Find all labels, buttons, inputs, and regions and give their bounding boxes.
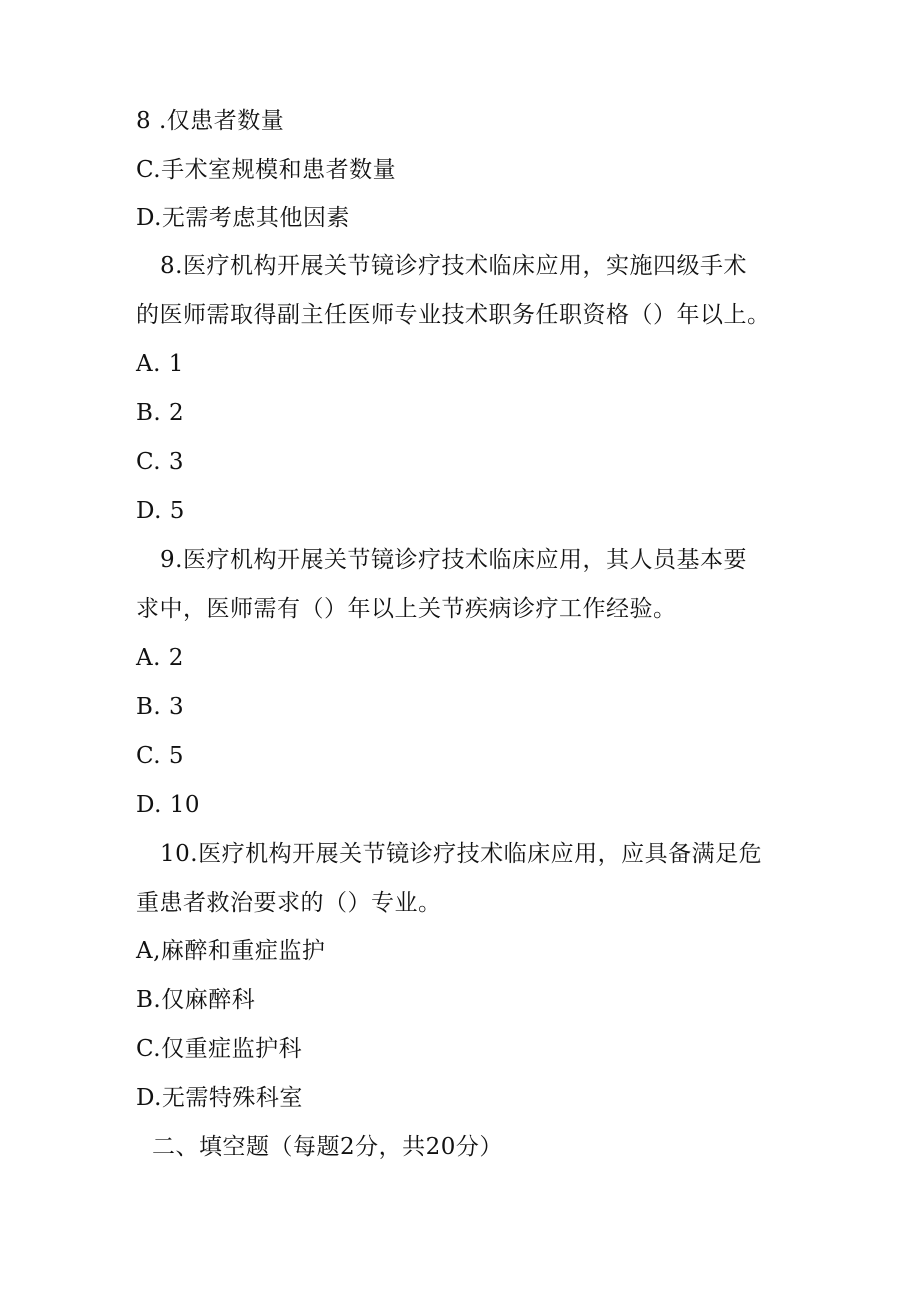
question-8-option-a: A. 1 — [136, 351, 184, 377]
option-d-prev: D.无需考虑其他因素 — [136, 205, 350, 231]
option-c-prev: C.手术室规模和患者数量 — [136, 157, 397, 183]
question-9-stem-line2: 求中，医师需有（）年以上关节疾病诊疗工作经验。 — [136, 596, 677, 622]
question-8-option-d: D. 5 — [136, 498, 185, 524]
question-9-stem-line1: 9.医疗机构开展关节镜诊疗技术临床应用，其人员基本要 — [160, 547, 747, 573]
question-10-option-d: D.无需特殊科室 — [136, 1085, 303, 1111]
question-10-option-a: A,麻醉和重症监护 — [136, 938, 326, 964]
question-10-option-b: B.仅麻醉科 — [136, 987, 256, 1013]
question-8-option-b: B. 2 — [136, 400, 185, 426]
question-9-option-b: B. 3 — [136, 694, 185, 720]
option-b-prev: 8 .仅患者数量 — [136, 108, 285, 134]
question-10-stem-line2: 重患者救治要求的（）专业。 — [136, 890, 442, 916]
question-8-stem-line1: 8.医疗机构开展关节镜诊疗技术临床应用，实施四级手术 — [160, 253, 747, 279]
question-9-option-c: C. 5 — [136, 743, 185, 769]
question-9-option-a: A. 2 — [136, 645, 184, 671]
question-8-stem-line2: 的医师需取得副主任医师专业技术职务任职资格（）年以上。 — [136, 302, 771, 328]
section-heading-fill-in-blank: 二、填空题（每题2分，共20分） — [152, 1134, 503, 1160]
question-9-option-d: D. 10 — [136, 792, 201, 818]
question-10-option-c: C.仅重症监护科 — [136, 1036, 303, 1062]
question-10-stem-line1: 10.医疗机构开展关节镜诊疗技术临床应用，应具备满足危 — [160, 841, 763, 867]
question-8-option-c: C. 3 — [136, 449, 185, 475]
